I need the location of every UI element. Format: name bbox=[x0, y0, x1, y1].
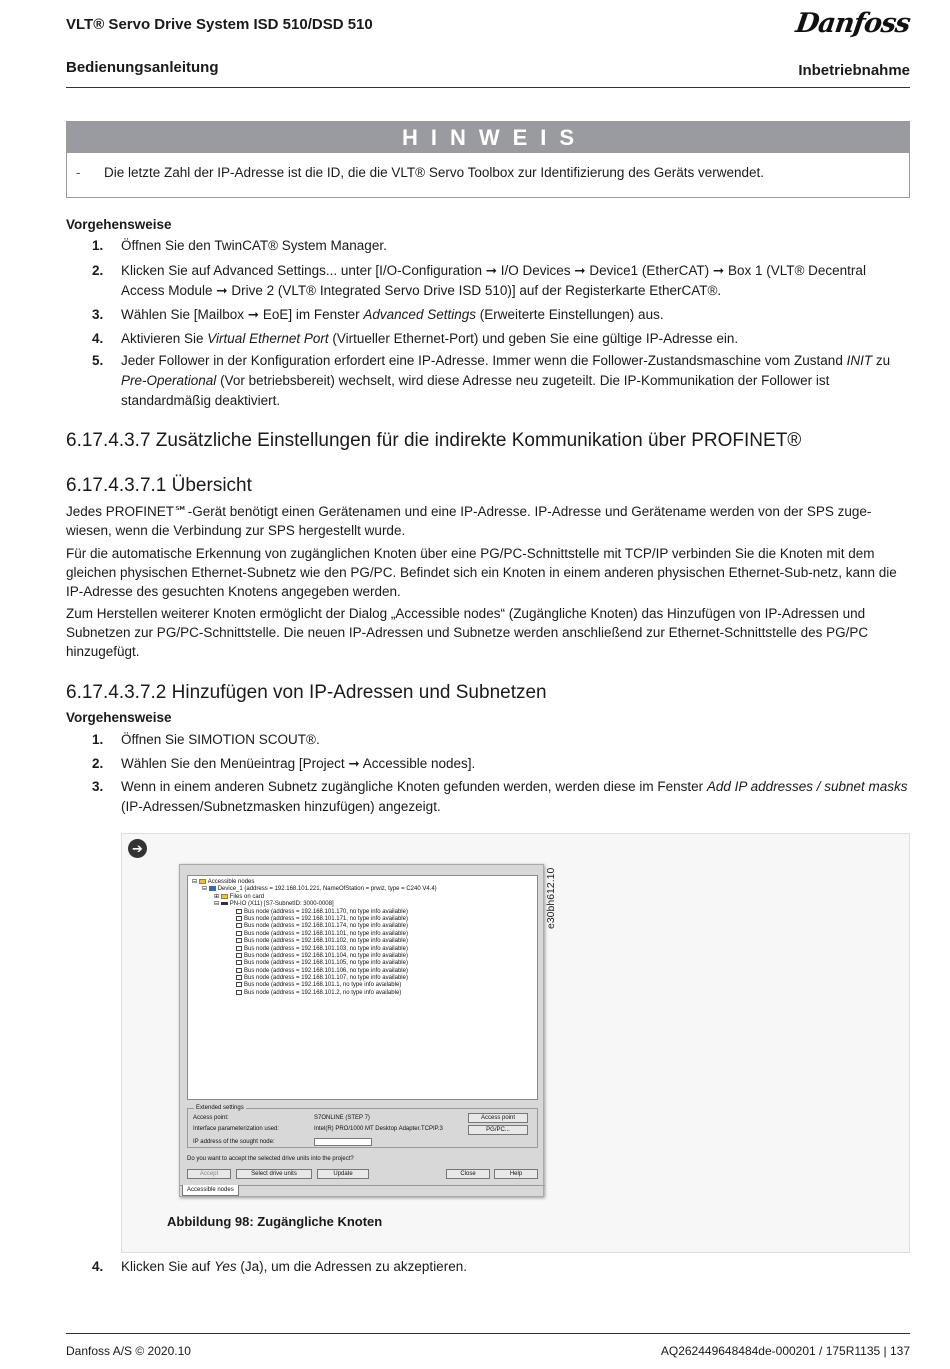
bus-node-item[interactable]: Bus node (address = 192.168.101.102, no type info available) bbox=[192, 938, 533, 945]
step-number: 2. bbox=[92, 263, 104, 278]
procedure-step bbox=[92, 351, 910, 411]
paragraph: Für die automatische Erkennung von zugänglichen Knoten über eine PG/PC-Schnittstelle mit TCP/IP verbinden Sie die Knoten mit dem gleichen physischen Ethernet-Subnetz wie den PG/PC. Befindet sich ein Knoten in einem anderen physischen Ethernet-Sub-netz, kann die IP-Adresse des gesuchten Knotens angegeben werden. bbox=[66, 546, 897, 599]
procedure-step bbox=[92, 236, 910, 256]
bus-node-icon bbox=[236, 990, 242, 995]
procedure-step bbox=[92, 1257, 910, 1277]
notice-box bbox=[66, 121, 910, 198]
step-text: Wenn in einem anderen Subnetz zugängliche Knoten gefunden werden, werden diese im Fenster Add IP addresses / subnet masks (IP-Adressen/Subnetzmasken hinzufügen) angezeigt. bbox=[121, 779, 908, 814]
page-header bbox=[66, 8, 913, 88]
bus-node-icon bbox=[236, 953, 242, 958]
bus-node-item[interactable]: Bus node (address = 192.168.101.174, no type info available) bbox=[192, 923, 533, 930]
bus-node-item[interactable]: Bus node (address = 192.168.101.1, no type info available) bbox=[192, 982, 533, 989]
step-text: Klicken Sie auf Yes (Ja), um die Adressen zu akzeptieren. bbox=[121, 1259, 467, 1274]
arrow-right-circle-icon: ➔ bbox=[128, 839, 147, 858]
bus-node-list bbox=[192, 909, 533, 998]
accept-question: Do you want to accept the selected drive units into the project? bbox=[187, 1156, 354, 1162]
bus-node-icon bbox=[236, 946, 242, 951]
bus-node-icon bbox=[236, 931, 242, 936]
close-button[interactable]: Close bbox=[446, 1169, 490, 1179]
ip-address-input[interactable] bbox=[314, 1138, 372, 1146]
tree-pnio[interactable]: ⊟ PN-IO (X11) [S7-SubnetID: 3000-0008] bbox=[214, 901, 334, 908]
procedure-step bbox=[92, 329, 910, 349]
paragraph: Jedes PROFINET℠-Gerät benötigt einen Gerätenamen und eine IP-Adresse. IP-Adresse und Gerätename werden von der SPS zuge-wiesen, wenn die Verbindung zur SPS hergestellt wurde. bbox=[66, 504, 872, 538]
tree-files[interactable]: ⊞ Files on card bbox=[214, 893, 265, 900]
footer-document-id: AQ262449648484de-000201 / 175R1135 | 137 bbox=[660, 1344, 910, 1358]
document-subtitle: Bedienungsanleitung bbox=[66, 59, 219, 76]
figure-caption: Abbildung 98: Zugängliche Knoten bbox=[167, 1214, 383, 1229]
accept-button[interactable]: Accept bbox=[187, 1169, 231, 1179]
tab-accessible-nodes[interactable]: Accessible nodes bbox=[182, 1185, 239, 1196]
bus-node-item[interactable]: Bus node (address = 192.168.101.170, no type info available) bbox=[192, 909, 533, 916]
figure-code: e30bh612.10 bbox=[545, 867, 557, 929]
step-number: 2. bbox=[92, 756, 104, 771]
bus-node-icon bbox=[236, 938, 242, 943]
access-point-value: S7ONLINE (STEP 7) bbox=[314, 1115, 370, 1121]
notice-text: Die letzte Zahl der IP-Adresse ist die ID, die die VLT® Servo Toolbox zur Identifizierung des Geräts verwendet. bbox=[104, 165, 765, 180]
step-text: Aktivieren Sie Virtual Ethernet Port (Virtueller Ethernet-Port) und geben Sie eine gültige IP-Adresse ein. bbox=[121, 331, 739, 346]
access-point-button[interactable]: Access point bbox=[468, 1113, 528, 1123]
folder-icon bbox=[199, 879, 206, 884]
bus-node-icon bbox=[236, 975, 242, 980]
bus-node-item[interactable]: Bus node (address = 192.168.101.2, no type info available) bbox=[192, 990, 533, 997]
bus-node-icon bbox=[236, 960, 242, 965]
update-button[interactable]: Update bbox=[317, 1169, 369, 1179]
bus-node-item[interactable]: Bus node (address = 192.168.101.106, no type info available) bbox=[192, 968, 533, 975]
bus-node-icon bbox=[236, 968, 242, 973]
extended-settings-legend: Extended settings bbox=[196, 1105, 244, 1111]
chapter-title: Inbetriebnahme bbox=[798, 62, 910, 79]
procedure-heading: Vorgehensweise bbox=[66, 217, 172, 232]
node-tree bbox=[187, 875, 538, 1100]
extended-settings bbox=[187, 1105, 538, 1148]
procedure-step bbox=[92, 261, 910, 301]
step-number: 1. bbox=[92, 238, 104, 253]
bus-node-item[interactable]: Bus node (address = 192.168.101.103, no type info available) bbox=[192, 946, 533, 953]
step-number: 1. bbox=[92, 732, 104, 747]
section-heading: 6.17.4.3.7.1 Übersicht bbox=[66, 475, 252, 496]
bus-node-icon bbox=[236, 923, 242, 928]
procedure-step bbox=[92, 777, 910, 817]
step-text: Öffnen Sie SIMOTION SCOUT®. bbox=[121, 732, 320, 747]
bus-node-item[interactable]: Bus node (address = 192.168.101.104, no type info available) bbox=[192, 953, 533, 960]
bus-node-icon bbox=[236, 916, 242, 921]
procedure-step bbox=[92, 305, 910, 325]
procedure-step bbox=[92, 730, 910, 750]
step-number: 5. bbox=[92, 353, 104, 368]
section-heading: 6.17.4.3.7 Zusätzliche Einstellungen für die indirekte Kommunikation über PROFINET® bbox=[66, 430, 802, 451]
step-text: Jeder Follower in der Konfiguration erfordert eine IP-Adresse. Immer wenn die Follower-Zustandsmaschine vom Zustand INIT zu Pre-Operational (Vor betriebsbereit) wechselt, wird diese Adresse neu zugeteilt. Die IP-Kommunikation der Follower ist standardmäßig deaktiviert. bbox=[121, 353, 891, 408]
figure-box bbox=[121, 833, 910, 1253]
ip-address-label: IP address of the sought node: bbox=[193, 1139, 275, 1145]
access-point-label: Access point: bbox=[193, 1115, 229, 1121]
bus-node-icon bbox=[236, 909, 242, 914]
notice-dash: - bbox=[76, 165, 81, 180]
tree-root[interactable]: ⊟ Accessible nodes bbox=[192, 879, 255, 886]
step-text: Wählen Sie den Menüeintrag [Project ➞ Accessible nodes]. bbox=[121, 756, 476, 771]
danfoss-logo: Danfoss bbox=[794, 8, 913, 39]
step-text: Wählen Sie [Mailbox ➞ EoE] im Fenster Advanced Settings (Erweiterte Einstellungen) aus. bbox=[121, 307, 664, 322]
interface-label: Interface parameterization used: bbox=[193, 1126, 280, 1132]
device-icon bbox=[209, 886, 216, 891]
network-icon bbox=[221, 902, 228, 905]
bus-node-item[interactable]: Bus node (address = 192.168.101.171, no type info available) bbox=[192, 916, 533, 923]
notice-title: HINWEIS bbox=[67, 122, 909, 153]
select-drive-units-button[interactable]: Select drive units bbox=[236, 1169, 312, 1179]
bus-node-icon bbox=[236, 982, 242, 987]
paragraph: Zum Herstellen weiterer Knoten ermöglicht der Dialog „Accessible nodes“ (Zugängliche Knoten) das Hinzufügen von IP-Adressen und Subnetzen zur PG/PC-Schnittstelle. Die neuen IP-Adressen und Subnetze werden anschließend zur Ethernet-Schnittstelle des PG/PC hinzugefügt. bbox=[66, 606, 869, 659]
notice-body bbox=[67, 153, 909, 180]
folder-icon bbox=[221, 894, 228, 899]
tree-device[interactable]: ⊟ Device_1 (address = 192.168.101.221, NameOfStation = prwiz, type = C240 V4.4) bbox=[202, 886, 437, 893]
step-text: Klicken Sie auf Advanced Settings... unter [I/O-Configuration ➞ I/O Devices ➞ Device1 (EtherCAT) ➞ Box 1 (VLT® Decentral Access Module ➞ Drive 2 (VLT® Integrated Servo Drive ISD 510)] auf der Registerkarte EtherCAT®. bbox=[121, 263, 866, 298]
page-footer bbox=[66, 1333, 910, 1358]
dialog-tab-bar bbox=[180, 1185, 545, 1196]
help-button[interactable]: Help bbox=[494, 1169, 538, 1179]
step-number: 3. bbox=[92, 307, 104, 322]
step-text: Öffnen Sie den TwinCAT® System Manager. bbox=[121, 238, 387, 253]
procedure-heading: Vorgehensweise bbox=[66, 710, 172, 725]
procedure-step bbox=[92, 754, 910, 774]
document-title: VLT® Servo Drive System ISD 510/DSD 510 bbox=[66, 16, 373, 33]
interface-value: Intel(R) PRO/1000 MT Desktop Adapter.TCPIP.3 bbox=[314, 1126, 443, 1132]
bus-node-item[interactable]: Bus node (address = 192.168.101.107, no type info available) bbox=[192, 975, 533, 982]
step-number: 4. bbox=[92, 331, 104, 346]
accessible-nodes-dialog bbox=[179, 864, 544, 1197]
step-number: 4. bbox=[92, 1259, 104, 1274]
bus-node-item[interactable]: Bus node (address = 192.168.101.105, no type info available) bbox=[192, 960, 533, 967]
section-heading: 6.17.4.3.7.2 Hinzufügen von IP-Adressen und Subnetzen bbox=[66, 682, 547, 703]
step-number: 3. bbox=[92, 779, 104, 794]
bus-node-item[interactable]: Bus node (address = 192.168.101.101, no type info available) bbox=[192, 931, 533, 938]
footer-copyright: Danfoss A/S © 2020.10 bbox=[66, 1344, 191, 1358]
pgpc-button[interactable]: PG/PC... bbox=[468, 1125, 528, 1135]
